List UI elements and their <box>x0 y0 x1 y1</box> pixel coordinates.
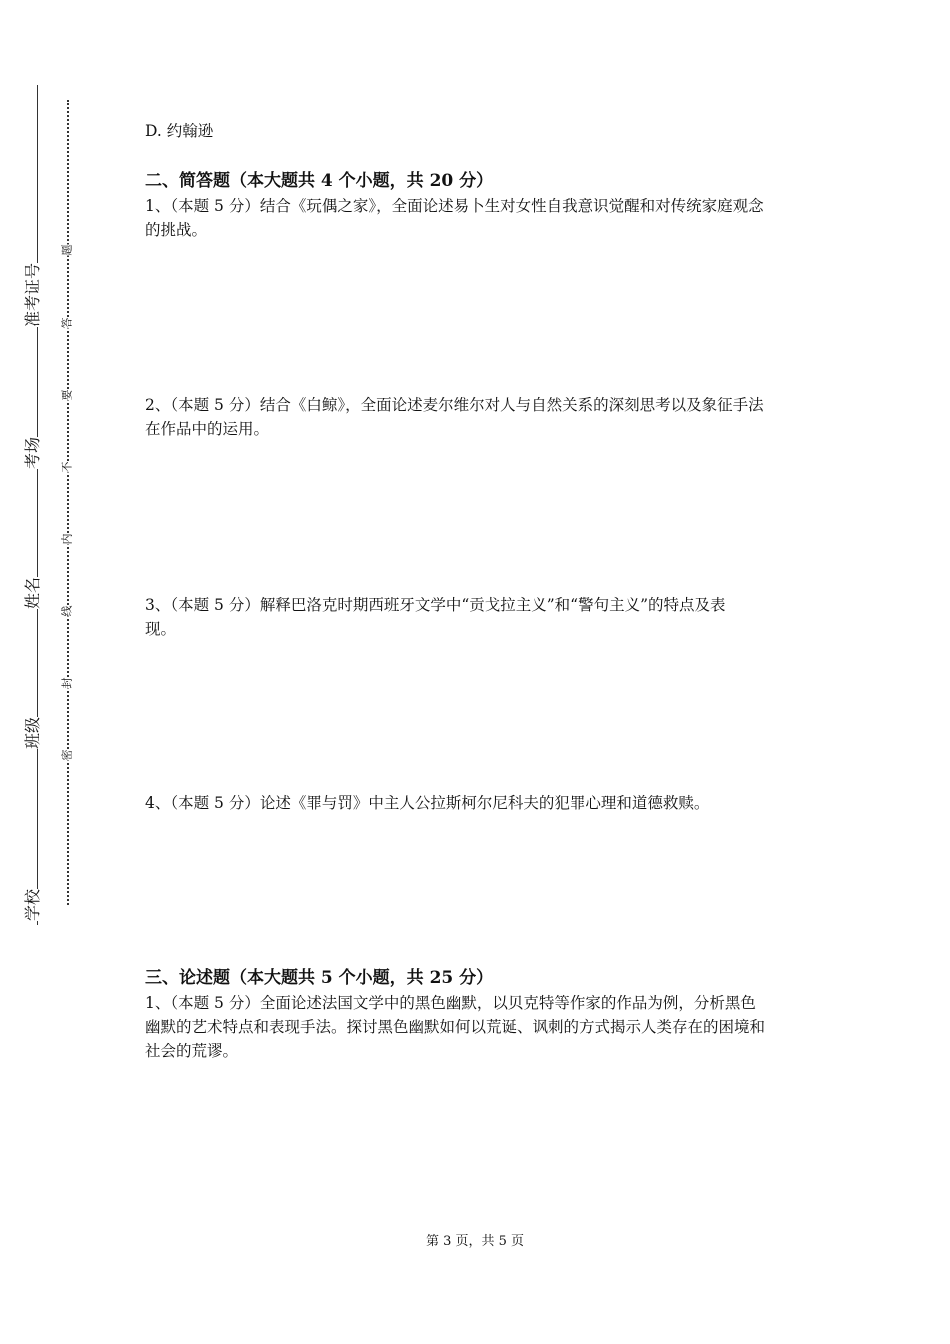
seal-dotted-line <box>67 100 69 905</box>
page-footer: 第 3 页，共 5 页 <box>425 1234 525 1249</box>
binding-solid-line <box>37 85 38 925</box>
s2-q1-line1: 1、（本题 5 分）结合《玩偶之家》，全面论述易卜生对女性自我意识觉醒和对传统家庭观念 <box>145 197 764 215</box>
name-label: 姓名 <box>21 577 45 609</box>
section3-heading: 三、论述题（本大题共 5 个小题，共 25 分） <box>145 968 494 988</box>
seal-char-bu: 不 <box>60 461 74 473</box>
seal-char-xian: 线 <box>60 605 74 617</box>
class-label: 班级 <box>21 717 45 749</box>
s3-q1-line3: 社会的荒谬。 <box>145 1042 239 1060</box>
s2-q2-line2: 在作品中的运用。 <box>145 420 270 438</box>
s2-q3-line2: 现。 <box>145 620 177 638</box>
s2-q4-line1: 4、（本题 5 分）论述《罪与罚》中主人公拉斯柯尔尼科夫的犯罪心理和道德救赎。 <box>145 794 710 812</box>
seal-char-yao: 要 <box>60 389 74 401</box>
s2-q3-line1: 3、（本题 5 分）解释巴洛克时期西班牙文学中“贡戈拉主义”和“警句主义”的特点及表 <box>145 596 726 614</box>
previous-option-d: D. 约翰逊 <box>145 122 214 140</box>
seal-char-mi: 密 <box>60 749 74 761</box>
s2-q2-line1: 2、（本题 5 分）结合《白鲸》，全面论述麦尔维尔对人与自然关系的深刻思考以及象征手法 <box>145 396 764 414</box>
seal-char-nei: 内 <box>60 533 74 545</box>
s3-q1-line2: 幽默的艺术特点和表现手法。探讨黑色幽默如何以荒诞、讽刺的方式揭示人类存在的困境和 <box>145 1018 766 1036</box>
school-label: 学校 <box>21 889 45 921</box>
seal-char-da: 答 <box>60 317 74 329</box>
exam-room-label: 考场 <box>21 437 45 469</box>
section2-heading: 二、简答题（本大题共 4 个小题，共 20 分） <box>145 171 494 191</box>
s2-q1-line2: 的挑战。 <box>145 221 208 239</box>
exam-number-label: 准考证号 <box>21 263 45 327</box>
seal-char-ti: 题 <box>60 244 74 256</box>
s3-q1-line1: 1、（本题 5 分）全面论述法国文学中的黑色幽默，以贝克特等作家的作品为例，分析黑色 <box>145 994 756 1012</box>
binding-margin <box>0 0 80 1344</box>
seal-char-feng: 封 <box>60 677 74 689</box>
